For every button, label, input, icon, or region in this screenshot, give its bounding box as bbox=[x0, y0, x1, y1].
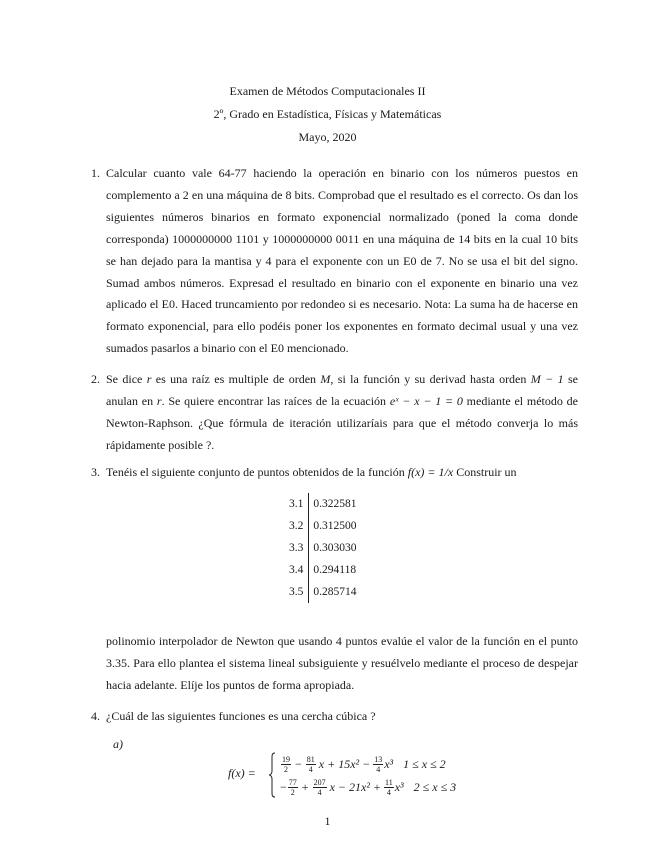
x-value: 3.2 bbox=[285, 515, 309, 537]
fx-value: 0.285714 bbox=[313, 586, 357, 598]
table-row bbox=[285, 493, 361, 515]
fx-value: 0.322581 bbox=[313, 498, 357, 510]
fx-value: 0.312500 bbox=[313, 520, 357, 532]
function-lhs: f(x) = bbox=[228, 766, 256, 780]
question-2 bbox=[91, 369, 578, 457]
fraction: $\frac{207}{4}$ bbox=[313, 777, 326, 797]
page-number: 1 bbox=[324, 814, 331, 828]
fx-value: 0.303030 bbox=[313, 542, 357, 554]
x-value: 3.3 bbox=[285, 537, 309, 559]
exam-header bbox=[0, 80, 655, 149]
question-number: 3. bbox=[91, 465, 100, 479]
math-M-minus-1: M − 1 bbox=[530, 372, 564, 386]
question-text: ¿Cuál de las siguientes funciones es una cercha cúbica ? bbox=[106, 709, 376, 723]
fx-value: 0.294118 bbox=[313, 564, 357, 576]
part-a-label: a) bbox=[113, 737, 123, 751]
condition: 1 ≤ x ≤ 2 bbox=[403, 756, 446, 771]
table-row bbox=[285, 537, 361, 559]
table-row bbox=[285, 515, 361, 537]
math-function: f(x) = 1/x bbox=[407, 465, 454, 479]
x-value: 3.1 bbox=[285, 493, 309, 515]
math-M: M bbox=[320, 372, 331, 386]
course-line: 2º, Grado en Estadística, Físicas y Matemáticas bbox=[213, 107, 442, 121]
question-text: Se dice r es una raíz es multiple de orden M, si la función y su derivad hasta orden M − 1 se anulan en r. Se quiere encontrar las raíces de la ecuación eˣ − x − 1 = 0 mediante el método de Newton-Raphson. ¿Que fórmula de iteración utilizaríais para que el método converja lo más rápidamente posible ?. bbox=[106, 372, 578, 452]
data-points-table bbox=[285, 493, 361, 603]
math-equation: eˣ − x − 1 = 0 bbox=[389, 393, 463, 408]
question-3 bbox=[91, 462, 578, 484]
question-4 bbox=[91, 706, 578, 728]
question-text: Tenéis el siguiente conjunto de puntos obtenidos de la función f(x) = 1/x Construir un bbox=[106, 465, 517, 479]
exam-title: Examen de Métodos Computacionales II bbox=[229, 84, 426, 98]
question-3-continuation bbox=[91, 631, 578, 697]
math-r: r bbox=[156, 393, 162, 408]
fraction: $\frac{81}{4}$ bbox=[306, 754, 315, 774]
condition: 2 ≤ x ≤ 3 bbox=[413, 779, 457, 794]
piecewise-row-2: − $\frac{77}{2}$ + $\frac{207}{4}$ x − 21x² + $\frac{11}{4}$ x³ 2 ≤ x ≤ 3 bbox=[280, 777, 457, 797]
table-row bbox=[285, 581, 361, 603]
question-number: 1. bbox=[91, 166, 100, 180]
piecewise-function bbox=[228, 752, 528, 798]
exam-date: Mayo, 2020 bbox=[298, 130, 357, 144]
fraction: $\frac{77}{2}$ bbox=[288, 777, 297, 797]
question-text: polinomio interpolador de Newton que usando 4 puntos evalúe el valor de la función en el punto 3.35. Para ello plantea el sistema lineal subsiguiente y resuélvelo mediante el proceso de despejar hacia adelante. Elíje los puntos de forma apropiada. bbox=[106, 634, 578, 692]
question-1 bbox=[91, 163, 578, 360]
fraction: $\frac{11}{4}$ bbox=[385, 777, 393, 797]
fraction: $\frac{19}{2}$ bbox=[282, 754, 290, 774]
table-row bbox=[285, 559, 361, 581]
question-text: Calcular cuanto vale 64-77 haciendo la operación en binario con los números puestos en complemento a 2 en una máquina de 8 bits. Comprobad que el resultado es el correcto. Os dan los siguientes números binarios en formato exponencial normalizado (poned la coma donde corresponda) 1000000000 1101 y 1000000000 0011 en una máquina de 14 bits en la cual 10 bits se han dejado para la mantisa y 4 para el exponente con un E0 de 7. No se usa el bit del signo. Sumad ambos números. Expresad el resultado en binario con el exponente en binario una vez aplicado el E0. Haced truncamiento por redondeo si es necesario. Nota: La suma ha de hacerse en formato exponencial, para ello podéis poner los exponentes en formato decimal usual y una vez sumados pasarlos a binario con el E0 mencionado. bbox=[106, 166, 578, 356]
piecewise-row-1: $\frac{19}{2}$ − $\frac{81}{4}$ x + 15x² − $\frac{13}{4}$ x³ 1 ≤ x ≤ 2 bbox=[282, 754, 446, 774]
math-r: r bbox=[146, 372, 152, 386]
x-value: 3.5 bbox=[285, 581, 309, 603]
question-number: 4. bbox=[91, 709, 100, 723]
fraction: $\frac{13}{4}$ bbox=[374, 754, 383, 774]
question-number: 2. bbox=[91, 372, 100, 386]
left-brace-icon bbox=[268, 752, 276, 798]
x-value: 3.4 bbox=[285, 559, 309, 581]
